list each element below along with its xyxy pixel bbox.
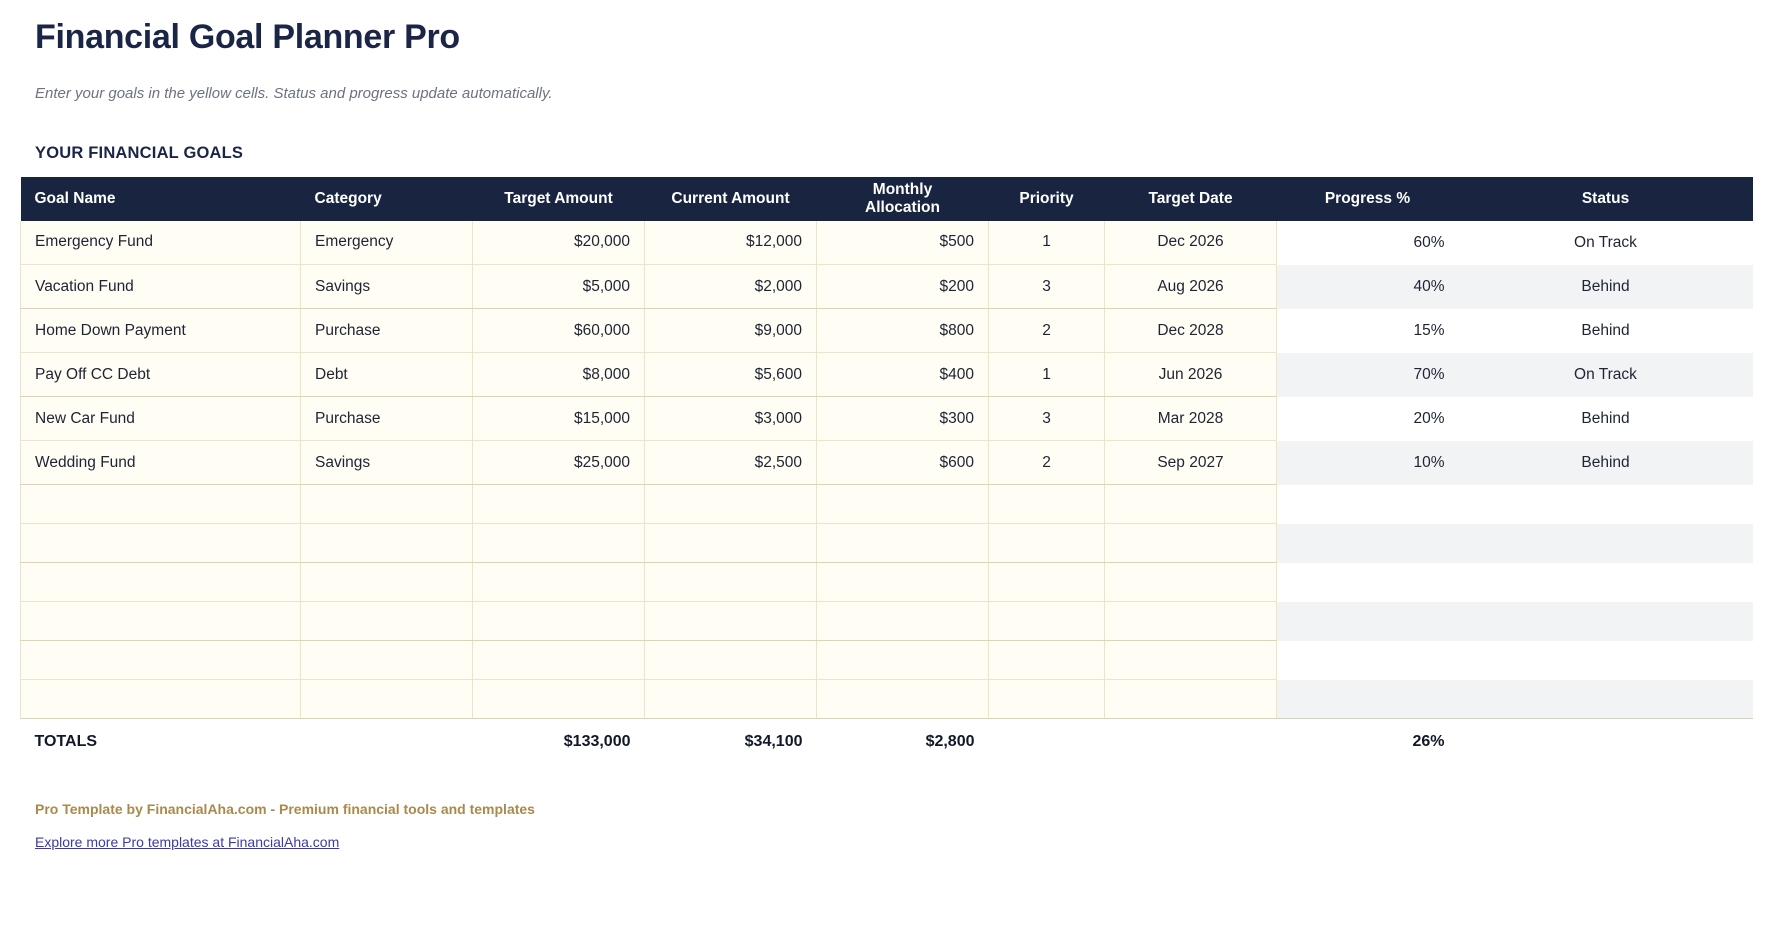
table-row xyxy=(21,680,1753,719)
cell-target-date[interactable] xyxy=(1105,524,1277,563)
section-title: YOUR FINANCIAL GOALS xyxy=(35,143,244,162)
table-row xyxy=(21,441,1753,485)
cell-status xyxy=(1459,602,1753,641)
cell-category[interactable]: Emergency xyxy=(301,221,473,265)
totals-progress: 26% xyxy=(1277,719,1459,765)
cell-target-amount[interactable]: $60,000 xyxy=(473,309,645,353)
cell-monthly-allocation[interactable] xyxy=(817,641,989,680)
cell-status: Behind xyxy=(1459,441,1753,485)
column-header-target-amount[interactable]: Target Amount xyxy=(473,177,645,221)
cell-target-date[interactable] xyxy=(1105,485,1277,524)
cell-category[interactable]: Savings xyxy=(301,265,473,309)
footer-note: Pro Template by FinancialAha.com - Premium financial tools and templates xyxy=(35,800,535,817)
cell-progress xyxy=(1277,563,1459,602)
cell-monthly-allocation[interactable]: $600 xyxy=(817,441,989,485)
table-row xyxy=(21,563,1753,602)
cell-status: Behind xyxy=(1459,265,1753,309)
cell-current-amount[interactable] xyxy=(645,524,817,563)
cell-target-date[interactable]: Sep 2027 xyxy=(1105,441,1277,485)
cell-monthly-allocation[interactable]: $300 xyxy=(817,397,989,441)
column-header-status[interactable]: Status xyxy=(1459,177,1753,221)
totals-status xyxy=(1459,719,1753,765)
totals-target-date xyxy=(1105,719,1277,765)
cell-current-amount[interactable] xyxy=(645,641,817,680)
cell-target-amount[interactable]: $25,000 xyxy=(473,441,645,485)
table-row xyxy=(21,221,1753,265)
cell-status: Behind xyxy=(1459,397,1753,441)
cell-category[interactable] xyxy=(301,524,473,563)
cell-monthly-allocation[interactable] xyxy=(817,602,989,641)
cell-status xyxy=(1459,485,1753,524)
cell-progress: 60% xyxy=(1277,221,1459,265)
cell-goal-name[interactable] xyxy=(21,602,301,641)
cell-goal-name[interactable]: Home Down Payment xyxy=(21,309,301,353)
column-header-monthly-allocation[interactable] xyxy=(817,177,989,221)
cell-target-amount[interactable] xyxy=(473,524,645,563)
cell-progress xyxy=(1277,524,1459,563)
cell-target-date[interactable] xyxy=(1105,641,1277,680)
cell-target-amount[interactable] xyxy=(473,680,645,719)
totals-row xyxy=(21,719,1753,765)
cell-status xyxy=(1459,524,1753,563)
cell-target-date[interactable]: Mar 2028 xyxy=(1105,397,1277,441)
cell-goal-name[interactable] xyxy=(21,563,301,602)
cell-category[interactable] xyxy=(301,641,473,680)
cell-monthly-allocation[interactable] xyxy=(817,563,989,602)
cell-progress: 10% xyxy=(1277,441,1459,485)
cell-progress: 70% xyxy=(1277,353,1459,397)
cell-goal-name[interactable] xyxy=(21,485,301,524)
totals-target-amount: $133,000 xyxy=(473,719,645,765)
cell-goal-name[interactable] xyxy=(21,524,301,563)
column-header-progress-percent[interactable]: Progress % xyxy=(1277,177,1459,221)
column-header-goal-name[interactable]: Goal Name xyxy=(21,177,301,221)
cell-priority[interactable] xyxy=(989,680,1105,719)
cell-monthly-allocation[interactable]: $800 xyxy=(817,309,989,353)
cell-category[interactable]: Debt xyxy=(301,353,473,397)
column-header-category[interactable]: Category xyxy=(301,177,473,221)
cell-category[interactable]: Purchase xyxy=(301,309,473,353)
cell-status xyxy=(1459,641,1753,680)
cell-monthly-allocation[interactable]: $500 xyxy=(817,221,989,265)
cell-goal-name[interactable]: Pay Off CC Debt xyxy=(21,353,301,397)
cell-target-date[interactable]: Dec 2028 xyxy=(1105,309,1277,353)
cell-progress: 40% xyxy=(1277,265,1459,309)
cell-goal-name[interactable]: Vacation Fund xyxy=(21,265,301,309)
cell-target-amount[interactable]: $15,000 xyxy=(473,397,645,441)
cell-progress: 15% xyxy=(1277,309,1459,353)
totals-priority xyxy=(989,719,1105,765)
totals-category xyxy=(301,719,473,765)
cell-monthly-allocation[interactable] xyxy=(817,680,989,719)
cell-target-date[interactable]: Aug 2026 xyxy=(1105,265,1277,309)
table-row xyxy=(21,353,1753,397)
page-title: Financial Goal Planner Pro xyxy=(35,18,460,56)
cell-current-amount[interactable]: $12,000 xyxy=(645,221,817,265)
cell-priority[interactable]: 3 xyxy=(989,397,1105,441)
cell-target-amount[interactable] xyxy=(473,602,645,641)
cell-priority[interactable] xyxy=(989,641,1105,680)
cell-category[interactable] xyxy=(301,563,473,602)
table-footer xyxy=(21,719,1753,765)
cell-category[interactable]: Purchase xyxy=(301,397,473,441)
cell-target-date[interactable] xyxy=(1105,680,1277,719)
cell-current-amount[interactable] xyxy=(645,680,817,719)
cell-priority[interactable] xyxy=(989,563,1105,602)
cell-target-amount[interactable] xyxy=(473,563,645,602)
cell-priority[interactable]: 1 xyxy=(989,221,1105,265)
cell-progress xyxy=(1277,641,1459,680)
cell-monthly-allocation[interactable] xyxy=(817,524,989,563)
cell-status xyxy=(1459,680,1753,719)
cell-current-amount[interactable] xyxy=(645,485,817,524)
cell-status: On Track xyxy=(1459,353,1753,397)
monthly-line-2: Allocation xyxy=(865,198,940,216)
totals-monthly-allocation: $2,800 xyxy=(817,719,989,765)
financial-goals-table xyxy=(20,177,1753,765)
cell-monthly-allocation[interactable] xyxy=(817,485,989,524)
cell-priority[interactable] xyxy=(989,602,1105,641)
table-row xyxy=(21,524,1753,563)
table-row xyxy=(21,641,1753,680)
table-row xyxy=(21,309,1753,353)
column-header-priority[interactable]: Priority xyxy=(989,177,1105,221)
cell-priority[interactable]: 2 xyxy=(989,309,1105,353)
cell-current-amount[interactable]: $5,600 xyxy=(645,353,817,397)
cell-priority[interactable]: 1 xyxy=(989,353,1105,397)
cell-progress xyxy=(1277,680,1459,719)
table-header xyxy=(21,177,1753,221)
cell-priority[interactable]: 2 xyxy=(989,441,1105,485)
cell-progress xyxy=(1277,602,1459,641)
cell-goal-name[interactable]: Emergency Fund xyxy=(21,221,301,265)
cell-monthly-allocation[interactable]: $200 xyxy=(817,265,989,309)
cell-category[interactable] xyxy=(301,680,473,719)
table-header-row xyxy=(21,177,1753,221)
cell-target-amount[interactable] xyxy=(473,641,645,680)
totals-label: TOTALS xyxy=(21,719,301,765)
page-root xyxy=(0,16,1775,852)
cell-monthly-allocation[interactable]: $400 xyxy=(817,353,989,397)
cell-current-amount[interactable]: $9,000 xyxy=(645,309,817,353)
cell-target-date[interactable] xyxy=(1105,602,1277,641)
cell-target-amount[interactable] xyxy=(473,485,645,524)
cell-current-amount[interactable]: $3,000 xyxy=(645,397,817,441)
column-header-current-amount[interactable]: Current Amount xyxy=(645,177,817,221)
monthly-line-1: Monthly xyxy=(872,181,933,199)
cell-category[interactable] xyxy=(301,602,473,641)
cell-priority[interactable] xyxy=(989,485,1105,524)
cell-current-amount[interactable] xyxy=(645,602,817,641)
table-body xyxy=(21,221,1753,719)
cell-target-date[interactable]: Jun 2026 xyxy=(1105,353,1277,397)
cell-target-amount[interactable]: $20,000 xyxy=(473,221,645,265)
cell-target-date[interactable] xyxy=(1105,563,1277,602)
table-row xyxy=(21,397,1753,441)
cell-progress: 20% xyxy=(1277,397,1459,441)
cell-goal-name[interactable]: Wedding Fund xyxy=(21,441,301,485)
table-row xyxy=(21,602,1753,641)
column-header-target-date[interactable]: Target Date xyxy=(1105,177,1277,221)
cell-priority[interactable] xyxy=(989,524,1105,563)
cell-target-amount[interactable]: $8,000 xyxy=(473,353,645,397)
cell-target-amount[interactable]: $5,000 xyxy=(473,265,645,309)
cell-target-date[interactable]: Dec 2026 xyxy=(1105,221,1277,265)
cell-status xyxy=(1459,563,1753,602)
cell-status: Behind xyxy=(1459,309,1753,353)
table-row xyxy=(21,265,1753,309)
cell-current-amount[interactable]: $2,000 xyxy=(645,265,817,309)
footer-link[interactable]: Explore more Pro templates at FinancialAha.com xyxy=(35,833,340,850)
cell-goal-name[interactable]: New Car Fund xyxy=(21,397,301,441)
cell-priority[interactable]: 3 xyxy=(989,265,1105,309)
cell-goal-name[interactable] xyxy=(21,680,301,719)
cell-category[interactable]: Savings xyxy=(301,441,473,485)
cell-goal-name[interactable] xyxy=(21,641,301,680)
cell-status: On Track xyxy=(1459,221,1753,265)
page-subtitle: Enter your goals in the yellow cells. Status and progress update automatically. xyxy=(35,84,553,102)
table-row xyxy=(21,485,1753,524)
cell-progress xyxy=(1277,485,1459,524)
totals-current-amount: $34,100 xyxy=(645,719,817,765)
cell-category[interactable] xyxy=(301,485,473,524)
cell-current-amount[interactable] xyxy=(645,563,817,602)
cell-current-amount[interactable]: $2,500 xyxy=(645,441,817,485)
